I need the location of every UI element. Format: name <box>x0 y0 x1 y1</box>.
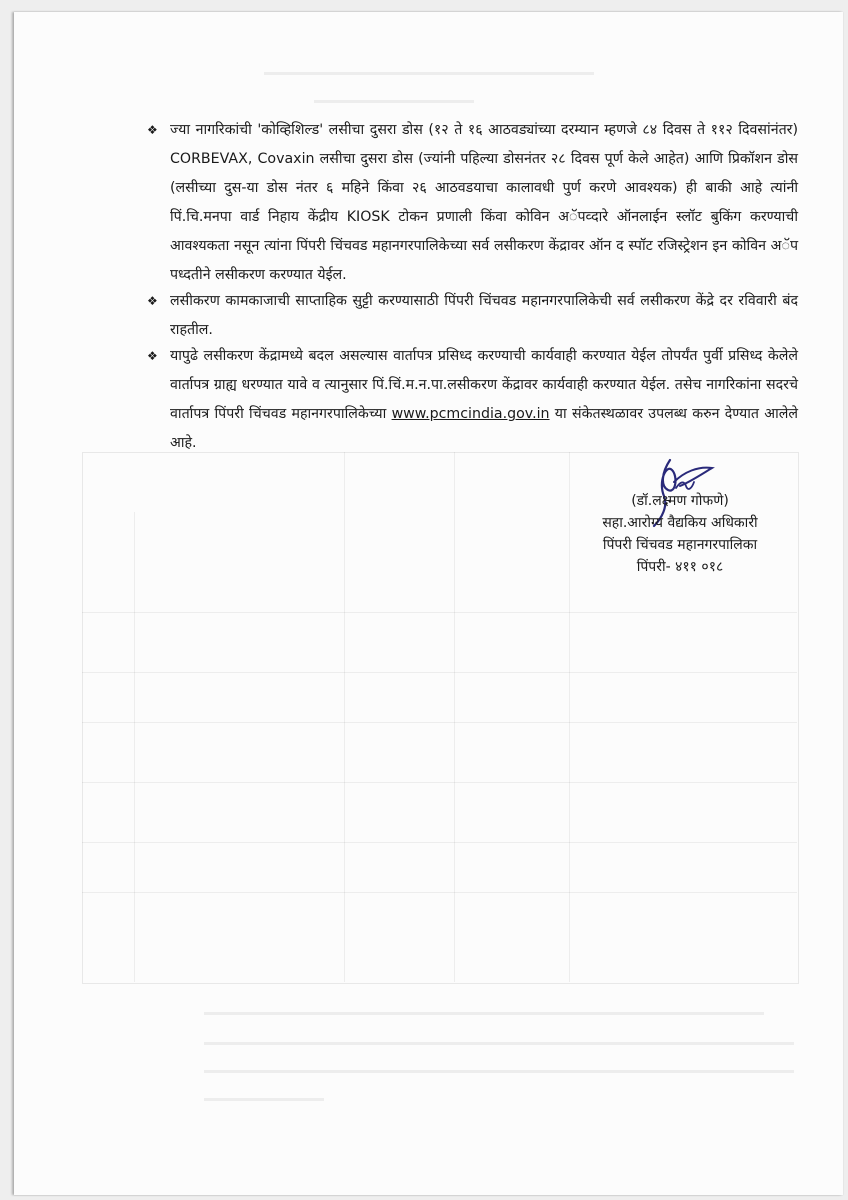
signatory-block <box>560 490 800 578</box>
bullet-icon: ❖ <box>147 294 158 308</box>
signatory-organization: पिंपरी चिंचवड महानगरपालिका <box>602 537 758 553</box>
bullet-icon: ❖ <box>147 349 158 363</box>
paragraph-vaccination-second-dose <box>170 116 798 290</box>
signatory-address: पिंपरी- ४११ ०१८ <box>636 559 724 575</box>
paragraph-bulletin-notice <box>170 342 798 458</box>
paragraph-text-after-url: या संकेतस्थळावर उपलब्ध करुन देण्यात आलेले आहे. <box>170 406 799 451</box>
website-link[interactable]: www.pcmcindia.gov.in <box>391 406 550 422</box>
paragraph-weekly-holiday <box>170 287 798 345</box>
signatory-designation: सहा.आरोग्य वैद्यकिय अधिकारी <box>602 515 758 531</box>
paragraph-text: लसीकरण कामकाजाची साप्ताहिक सुट्टी करण्यासाठी पिंपरी चिंचवड महानगरपालिकेची सर्व लसीकरण केंद्रे दर रविवारी बंद राहतील. <box>170 293 798 338</box>
signatory-name: (डॉ.लक्ष्मण गोफणे) <box>631 493 729 509</box>
paragraph-text-before-url: यापुढे लसीकरण केंद्रामध्ये बदल असल्यास वार्तापत्र प्रसिध्द करण्याची कार्यवाही करण्यात येईल तोपर्यंत पुर्वी प्रसिध्द केलेले वार्तापत्र ग्राह्य धरण्यात यावे व त्यानुसार पिं.चिं.म.न.पा.लसीकरण केंद्रावर कार्यवाही करण्यात येईल. तसेच नागरिकांना सदरचे वार्तापत्र पिंपरी चिंचवड महानगरपालिकेच्या <box>170 348 798 422</box>
bullet-icon: ❖ <box>147 123 158 137</box>
paragraph-text: ज्या नागरिकांची 'कोव्हिशिल्ड' लसीचा दुसरा डोस (१२ ते १६ आठवड्यांच्या दरम्यान म्हणजे ८४ दिवस ते ११२ दिवसांनंतर) CORBEVAX, Covaxin लसीचा दुसरा डोस (ज्यांनी पहिल्या डोसनंतर २८ दिवस पूर्ण केले आहेत) आणि प्रिकॉशन डोस (लसीच्या दुस-या डोस नंतर ६ महिने किंवा २६ आठवडयाचा कालावधी पुर्ण करणे आवश्यक) ही बाकी आहे त्यांनी पिं.चि.मनपा वार्ड निहाय केंद्रीय KIOSK टोकन प्रणाली किंवा कोविन अॅपव्दारे ऑनलाईन स्लॉट बुकिंग करण्याची आवश्यकता नसून त्यांना पिंपरी चिंचवड महानगरपालिकेच्या सर्व लसीकरण केंद्रावर ऑन द स्पॉट रजिस्ट्रेशन इन कोविन अॅप पध्दतीने लसीकरण करण्यात येईल. <box>170 122 798 283</box>
